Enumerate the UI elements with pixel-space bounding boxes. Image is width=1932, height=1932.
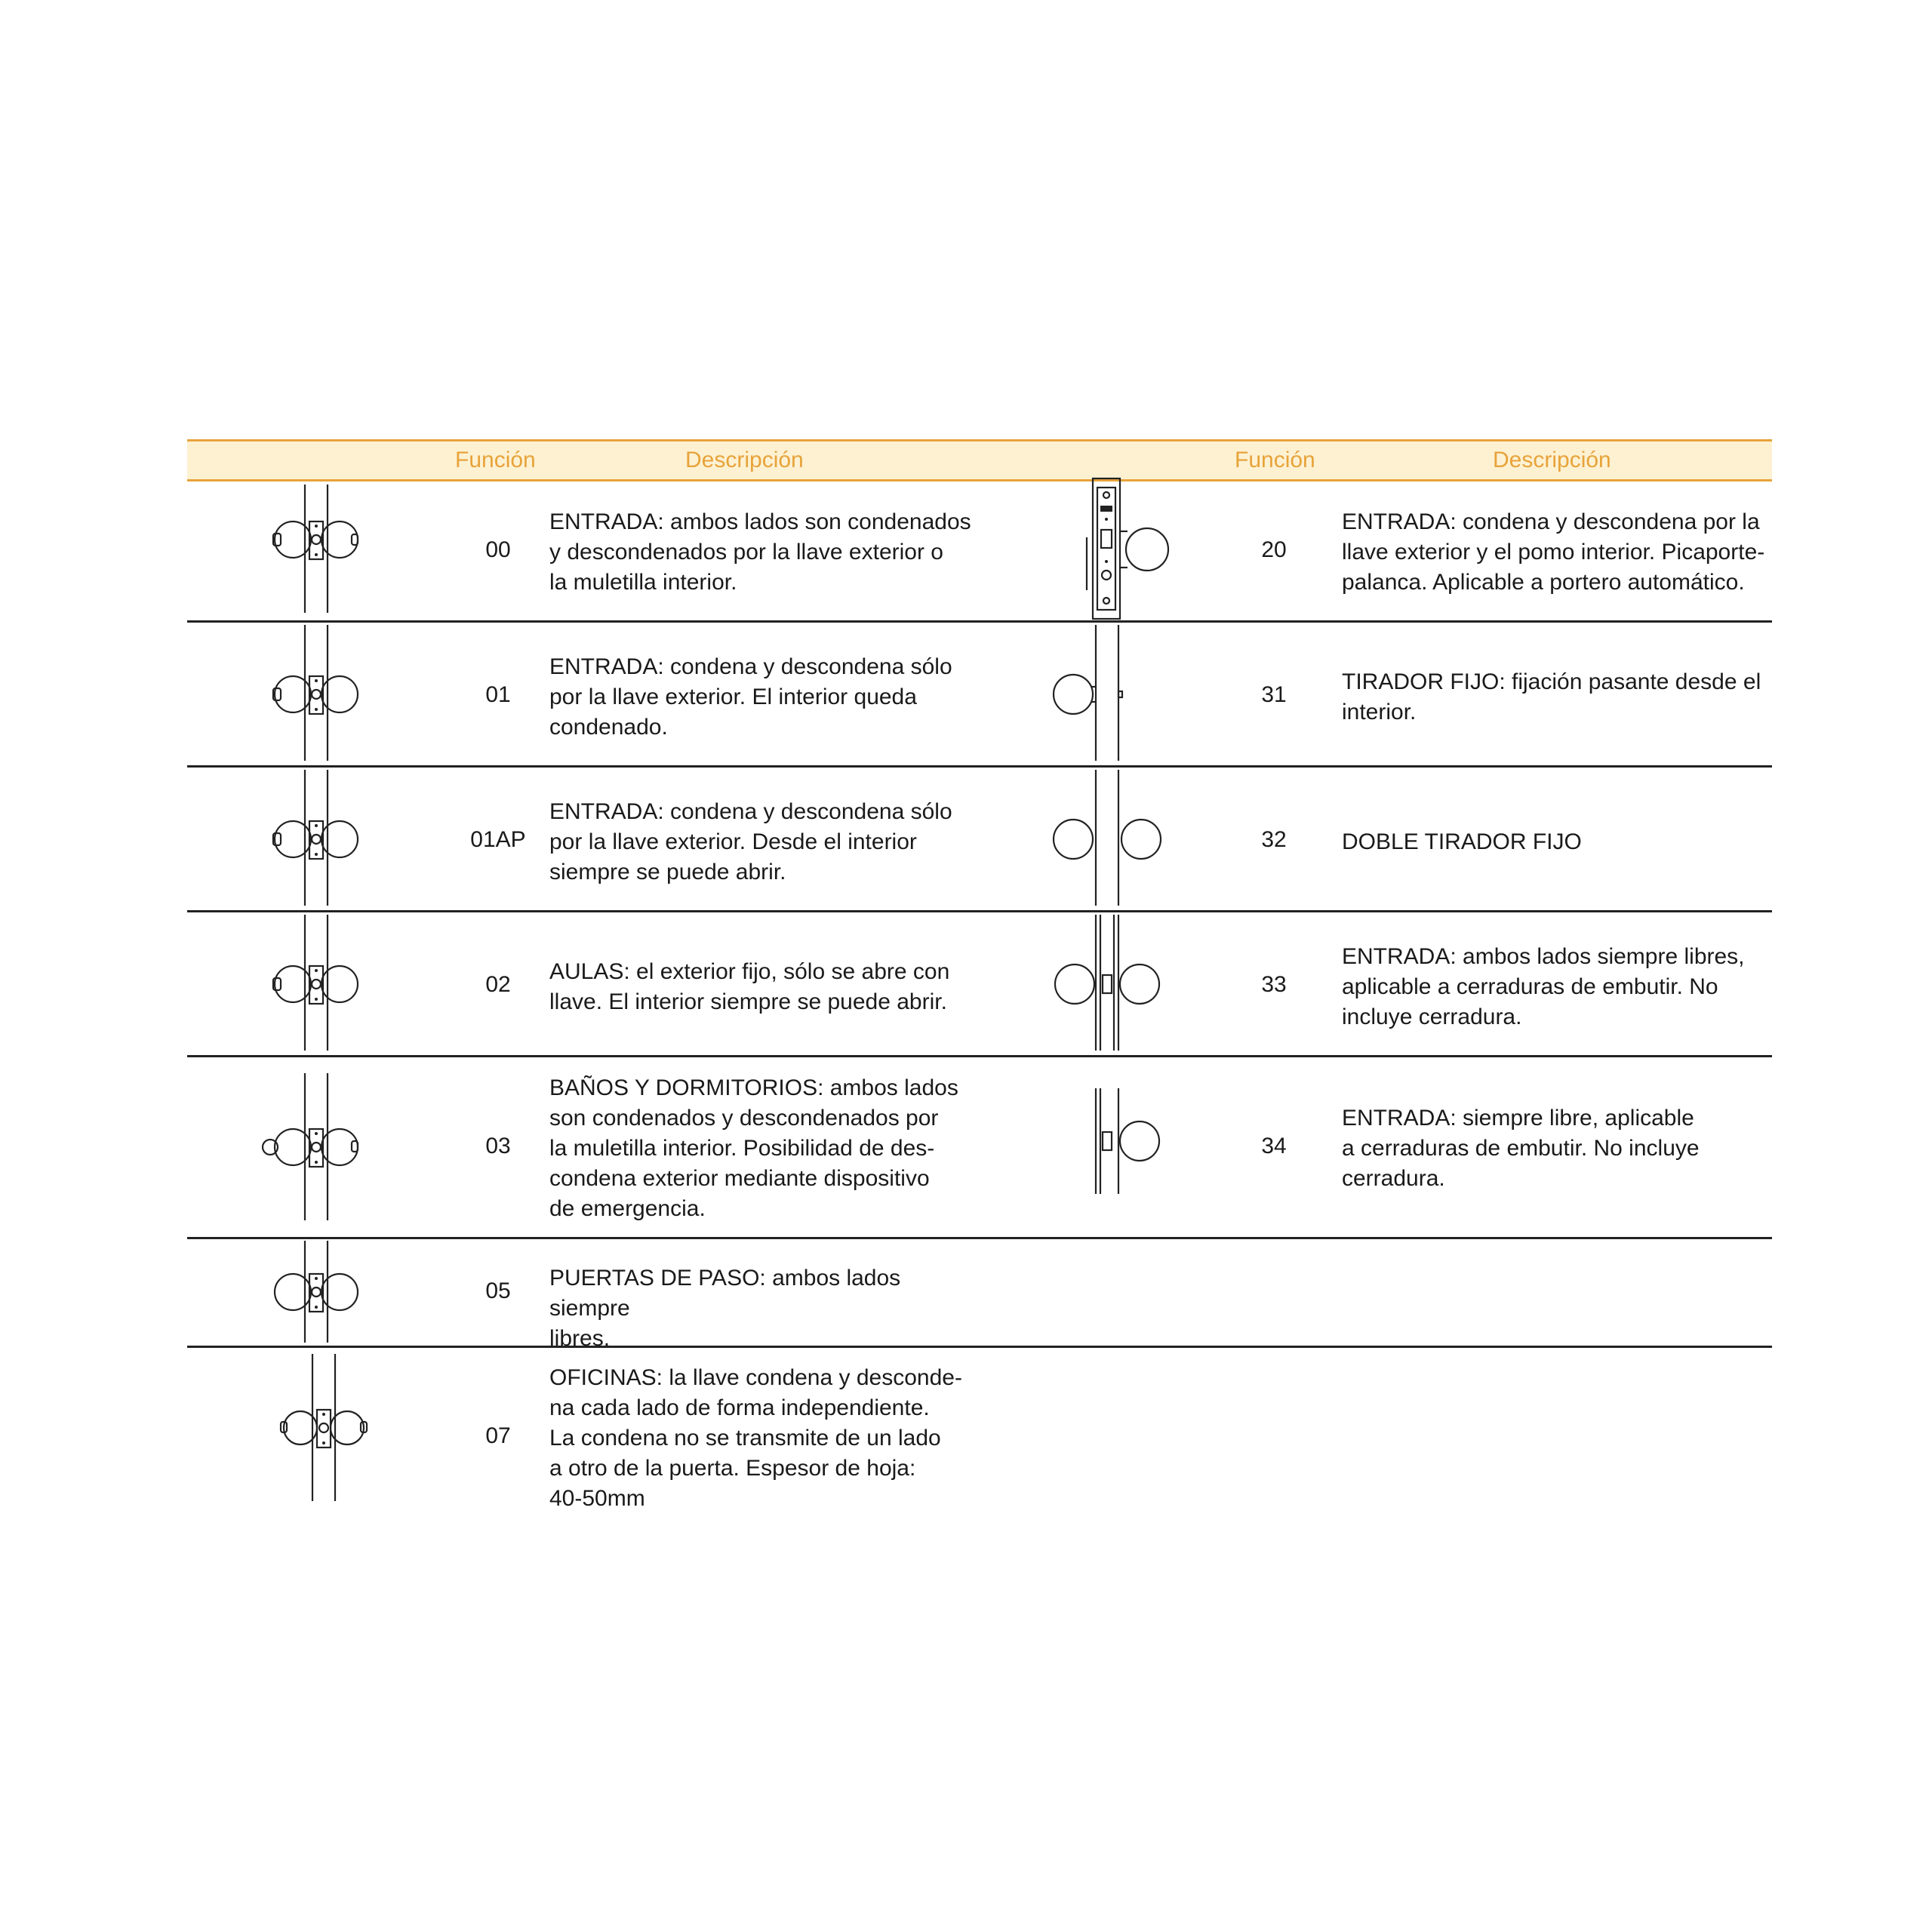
row-divider: [187, 910, 1772, 912]
single-fixed-knob-icon: [1041, 625, 1177, 761]
function-code: 05: [485, 1278, 511, 1303]
function-description: ENTRADA: ambos lados siempre libres, aplicable a cerraduras de embutir. No incluye cerradura.: [1342, 944, 1745, 1029]
table-header: [187, 439, 1772, 481]
function-description: DOBLE TIRADOR FIJO: [1342, 829, 1582, 854]
mortise-lock-knob-icon: [1078, 477, 1198, 620]
function-code: 01: [485, 682, 511, 707]
header-funcion-left: Función: [455, 448, 536, 472]
function-code: 07: [485, 1423, 511, 1448]
row-divider: [187, 1237, 1772, 1239]
function-code: 31: [1261, 682, 1287, 707]
double-knob-lock-icon: [261, 485, 389, 617]
function-code: 34: [1261, 1134, 1287, 1158]
function-code: 01AP: [470, 827, 526, 852]
function-code: 33: [1261, 972, 1287, 997]
row-divider: [187, 765, 1772, 768]
double-knob-lock-icon: [261, 625, 389, 761]
double-knob-lock-icon: [261, 770, 389, 906]
single-knob-mortise-icon: [1078, 1088, 1183, 1194]
function-description: AULAS: el exterior fijo, sólo se abre con llave. El interior siempre se puede abrir.: [549, 959, 950, 1014]
function-description: PUERTAS DE PASO: ambos lados siempre libres.: [549, 1266, 901, 1351]
function-description: ENTRADA: condena y descondena sólo por la llave exterior. El interior queda condenado.: [549, 654, 952, 740]
header-descripcion-left: Descripción: [685, 448, 804, 472]
function-code: 20: [1261, 537, 1287, 562]
header-descripcion-right: Descripción: [1493, 448, 1611, 472]
double-knob-lock-icon: [261, 915, 389, 1051]
function-description: TIRADOR FIJO: fijación pasante desde el interior.: [1342, 669, 1761, 724]
function-description: OFICINAS: la llave condena y desconde- na cada lado de forma independiente. La condena no se transmite de un lado a otro de la puerta. Espesor de hoja: 40-50mm: [549, 1365, 962, 1511]
header-funcion-right: Función: [1235, 448, 1315, 472]
function-description: BAÑOS Y DORMITORIOS: ambos lados son condenados y descondenados por la muletilla interior. Posibilidad de des- condena exterior mediante dispositivo de emergencia.: [549, 1075, 958, 1221]
double-knob-lock-icon: [261, 1354, 397, 1501]
double-knob-mortise-icon: [1041, 915, 1177, 1051]
function-code: 02: [485, 972, 511, 997]
function-description: ENTRADA: condena y descondena por la llave exterior y el pomo interior. Picaporte- palanca. Aplicable a portero automático.: [1342, 509, 1765, 595]
function-code: 03: [485, 1134, 511, 1158]
function-code: 00: [485, 537, 511, 562]
row-divider: [187, 1055, 1772, 1057]
function-description: ENTRADA: siempre libre, aplicable a cerraduras de embutir. No incluye cerradura.: [1342, 1106, 1700, 1191]
double-fixed-knob-icon: [1041, 770, 1177, 906]
row-divider: [187, 1346, 1772, 1348]
function-code: 32: [1261, 827, 1287, 852]
double-knob-lock-icon: [254, 1073, 389, 1220]
function-description: ENTRADA: ambos lados son condenados y descondenados por la llave exterior o la muletilla interior.: [549, 509, 971, 595]
function-description: ENTRADA: condena y descondena sólo por la llave exterior. Desde el interior siempre se puede abrir.: [549, 799, 952, 884]
row-divider: [187, 620, 1772, 623]
double-knob-passage-icon: [269, 1241, 389, 1343]
